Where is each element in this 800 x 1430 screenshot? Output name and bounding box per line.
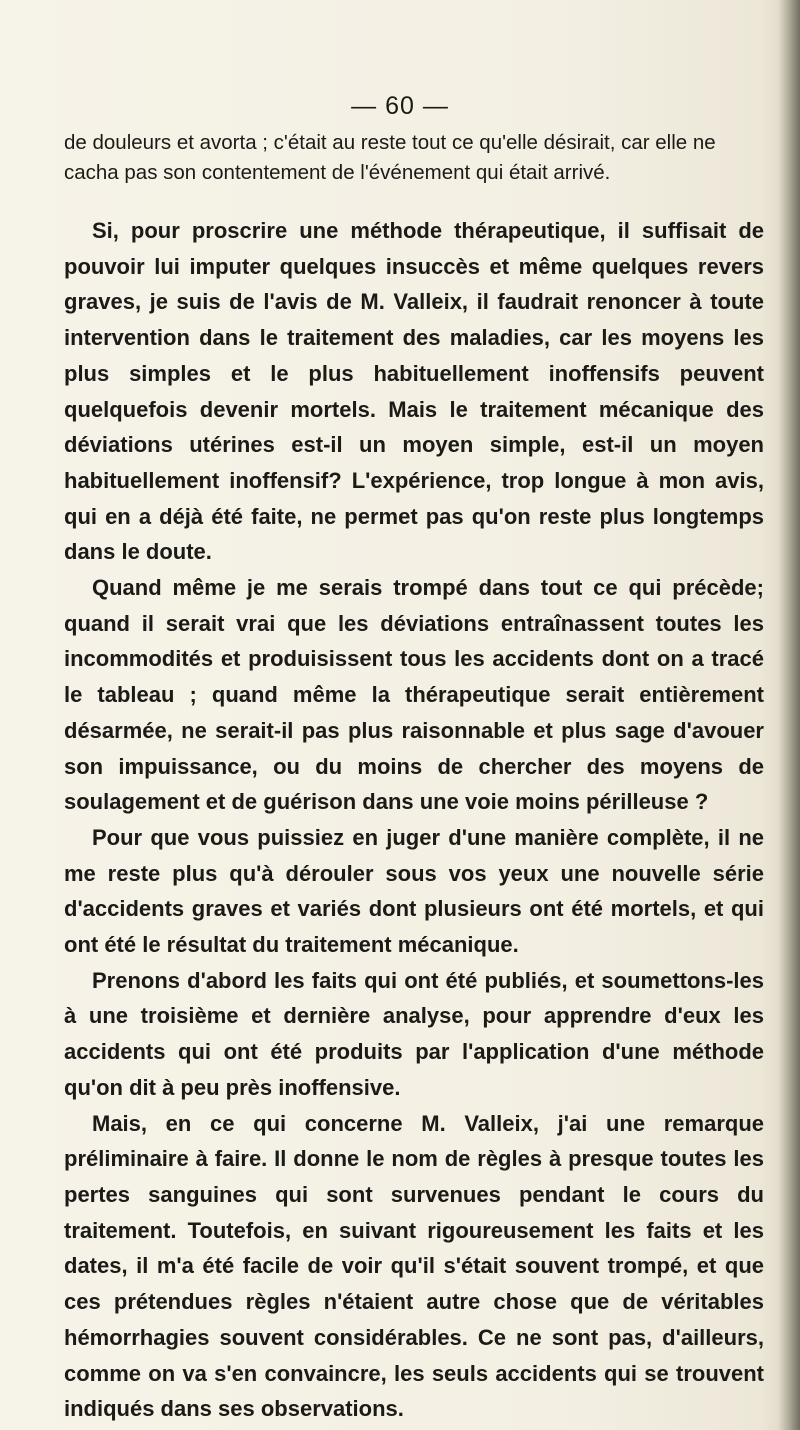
paragraph-5: Mais, en ce qui concerne M. Valleix, j'ai une remarque préliminaire à faire. Il donne le nom de règles à presque toutes les pertes sanguines qui sont survenues pendant le cours du traitement. Toutefois, en suivant rigoureusement les faits et les dates, il m'a été facile de voir qu'il s'était souvent trompé, et que ces prétendues règles n'étaient autre chose que de véritables hémorrhagies souvent considérables. Ce ne sont pas, d'ailleurs, comme on va s'en convaincre, les seuls accidents qui se trouvent indiqués dans ses observations. xyxy=(64,1110,764,1422)
paragraph-1: Si, pour proscrire une méthode thérapeutique, il suffisait de pouvoir lui imputer quelques insuccès et même quelques revers graves, je suis de l'avis de M. Valleix, il faudrait renoncer à toute intervention dans le traitement des maladies, car les moyens les plus simples et le plus habituellement inoffensifs peuvent quelquefois devenir mortels. Mais le traitement mécanique des déviations utérines est-il un moyen simple, est-il un moyen habituellement inoffensif? L'expérience, trop longue à mon avis, qui en a déjà été faite, ne permet pas qu'on reste plus longtemps dans le doute. xyxy=(64,218,764,565)
body-text xyxy=(64,213,764,1427)
paragraph-4: Prenons d'abord les faits qui ont été publiés, et soumettons-les à une troisième et dernière analyse, pour apprendre d'eux les accidents qui ont été produits par l'application d'une méthode qu'on dit à peu près inoffensive. xyxy=(64,967,764,1100)
page-edge-shadow xyxy=(778,0,800,1430)
continued-paragraph: de douleurs et avorta ; c'était au reste tout ce qu'elle désirait, car elle ne cacha pas son contentement de l'événement qui était arrivé. xyxy=(64,131,716,184)
page-number: — 60 — xyxy=(351,92,449,120)
paragraph-2: Quand même je me serais trompé dans tout ce qui précède; quand il serait vrai que les déviations entraînassent toutes les incommodités et produisissent tous les accidents dont on a tracé le tableau ; quand même la thérapeutique serait entièrement désarmée, ne serait-il pas plus raisonnable et plus sage d'avouer son impuissance, ou du moins de chercher des moyens de soulagement et de guérison dans une voie moins périlleuse ? xyxy=(64,575,764,815)
paragraph-3: Pour que vous puissiez en juger d'une manière complète, il ne me reste plus qu'à dérouler sous vos yeux une nouvelle série d'accidents graves et variés dont plusieurs ont été mortels, et qui ont été le résultat du traitement mécanique. xyxy=(64,824,764,958)
